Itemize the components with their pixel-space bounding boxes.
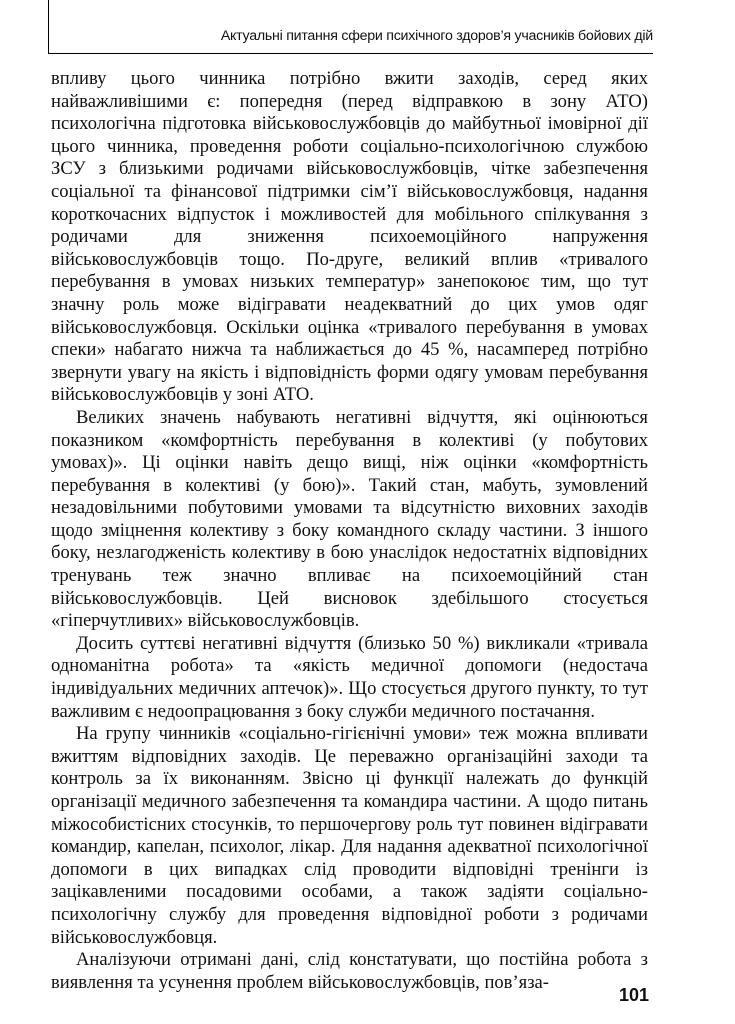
- paragraph: Досить суттєві негативні відчуття (близько 50 %) викликали «тривала одноманітна робота» та «якість медичної допомоги (недостача індивідуальних медичних аптечок)». Що стосується другого пункту, то тут важливим є недоопрацювання з боку служби медичного постачання.: [51, 632, 648, 722]
- paragraph: Аналізуючи отримані дані, слід констатувати, що постійна робота з виявлення та усунення проблем військовослужбовців, пов’яза-: [51, 949, 648, 993]
- paragraph: На групу чинників «соціально-гігієнічні умови» теж можна впливати вжиттям відповідних заходів. Це переважно організаційні заходи та контроль за їх виконанням. Звісно ці функції належать до функцій організації медичного забезпечення та командира частини. А щодо питань міжособистісних стосунків, то першочергову роль тут повинен відігравати командир, капелан, психолог, лікар. Для надання адекватної психологічної допомоги в цих випадках слід проводити відповідні тренінги із зацікавленими посадовими особами, а також задіяти соціально-психологічну службу для проведення відповідної роботи з родичами військовослужбовця.: [51, 723, 648, 948]
- running-header: [48, 0, 653, 54]
- body-text: [51, 68, 648, 994]
- running-header-title: Актуальні питання сфери психічного здоров’я учасників бойових дій: [220, 28, 653, 44]
- paragraph: впливу цього чинника потрібно вжити заходів, серед яких найважливішими є: попередня (перед відправкою в зону АТО) психологічна підготовка військовослужбовців до майбутньої імовірної дії цього чинника, проведення роботи соціально-психологічною службою ЗСУ з близькими родичами військовослужбовців, чітке забезпечення соціальної та фінансової підтримки сім’ї військовослужбовця, надання короткочасних відпусток і можливостей для мобільного спілкування з родичами для зниження психоемоційного напруження військовослужбовців тощо. По-друге, великий вплив «тривалого перебування в умовах низьких температур» занепокоює тим, що тут значну роль може відігравати неадекватний до цих умов одяг військовослужбовця. Оскільки оцінка «тривалого перебування в умовах спеки» набагато нижча та наближається до 45 %, насамперед потрібно звернути увагу на якість і відповідність форми одягу умовам перебування військовослужбовців у зоні АТО.: [51, 68, 648, 406]
- paragraph: Великих значень набувають негативні відчуття, які оцінюються показником «комфортність перебування в колективі (у побутових умовах)». Ці оцінки навіть дещо вищі, ніж оцінки «комфортність перебування в колективі (у бою)». Такий стан, мабуть, зумовлений незадовільними побутовими умовами та відсутністю виховних заходів щодо зміцнення колективу з боку командного складу частини. З іншого боку, незлагодженість колективу в бою унаслідок недостатніх відповідних тренувань теж значно впливає на психоемоційний стан військовослужбовців. Цей висновок здебільшого стосується «гіперчутливих» військовослужбовців.: [51, 406, 648, 632]
- page-number: 101: [618, 985, 649, 1005]
